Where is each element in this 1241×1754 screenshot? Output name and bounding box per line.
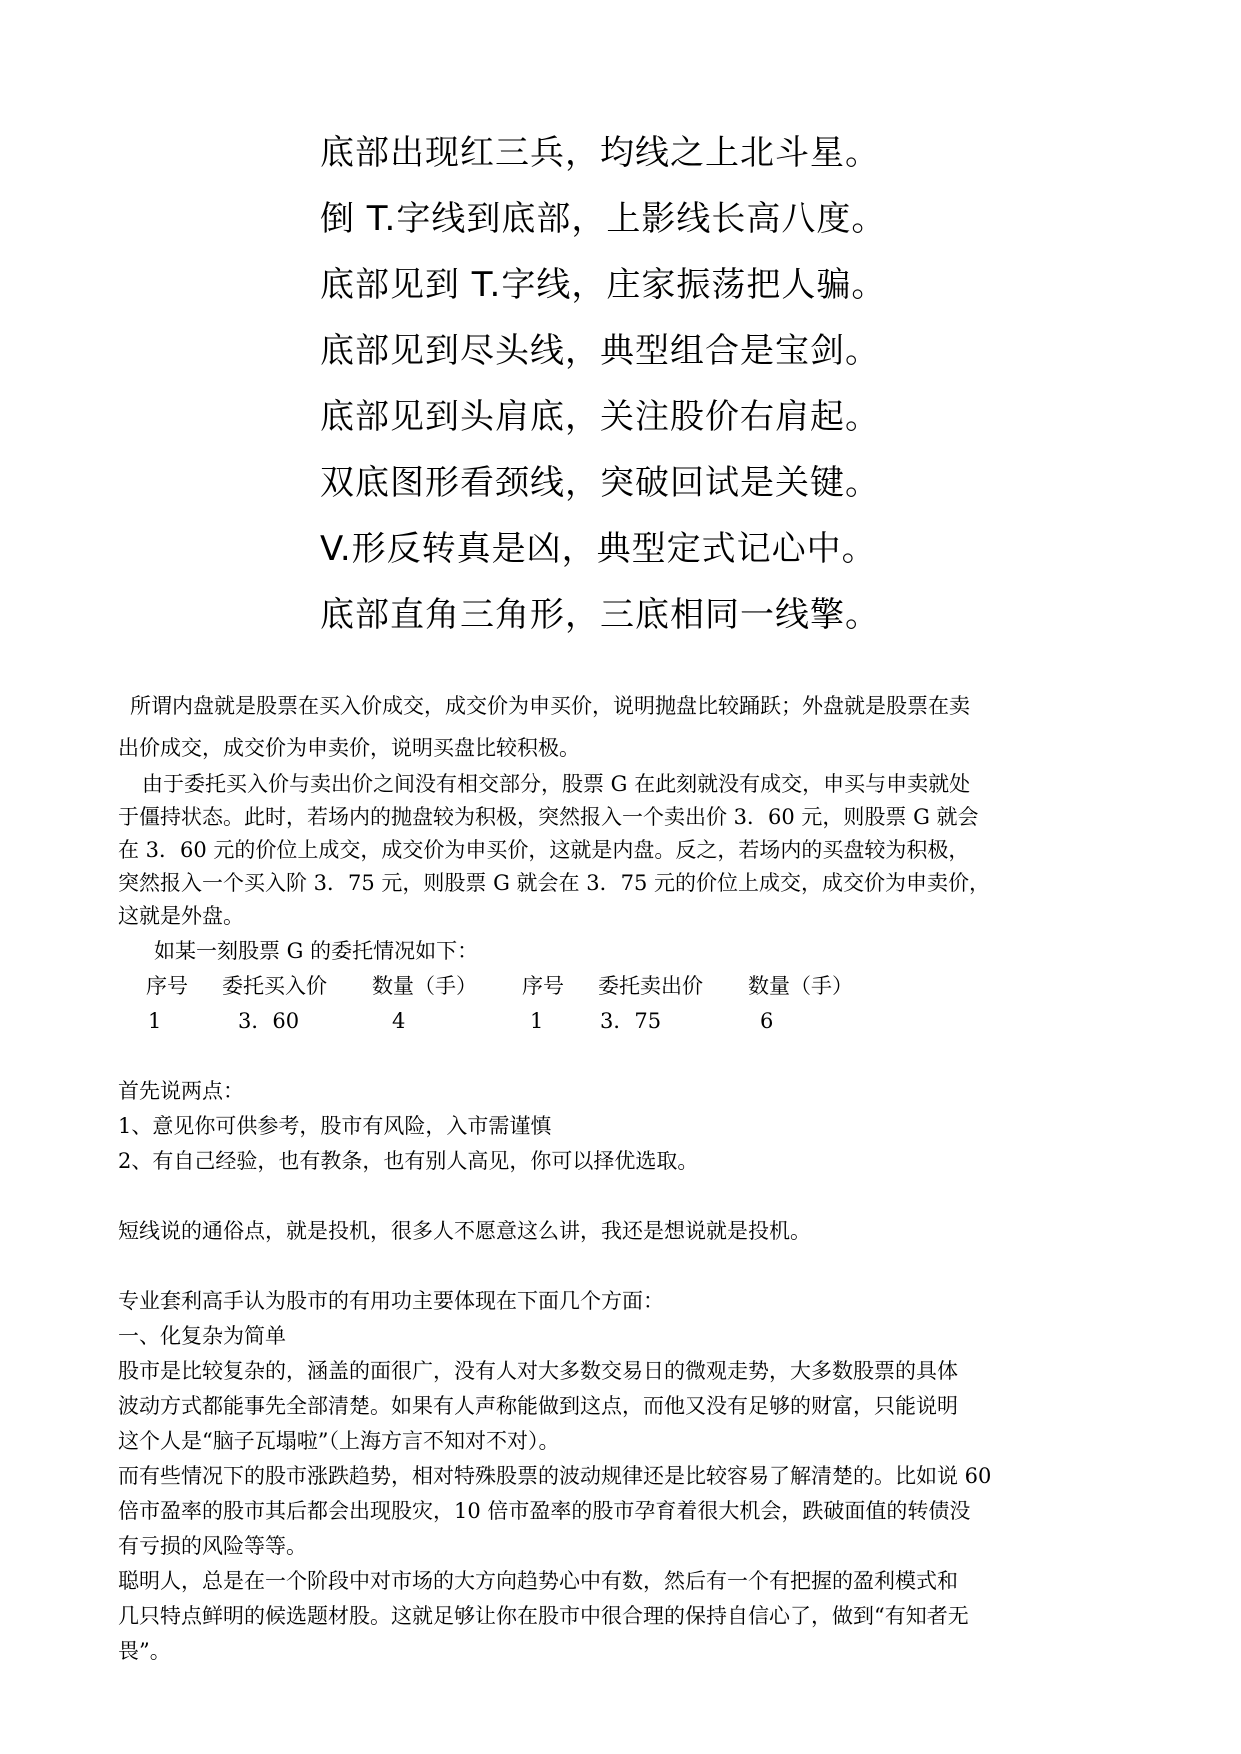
- table-row: [118, 1004, 1118, 1039]
- text-line: 这个人是“脑子瓦塌啦”（上海方言不知对不对）。: [118, 1429, 560, 1453]
- table-header-cell: 序号: [146, 974, 188, 998]
- text-line: 畏”。: [118, 1639, 171, 1663]
- section-heading: 专业套利高手认为股市的有用功主要体现在下面几个方面：: [118, 1289, 664, 1313]
- text-line: 由于委托买入价与卖出价之间没有相交部分，股票 G 在此刻就没有成交，申买与申卖就处: [142, 772, 971, 796]
- text-line: 倍市盈率的股市其后都会出现股灾，10 倍市盈率的股市孕育着很大机会，跌破面值的转债没: [118, 1499, 971, 1523]
- spacer: [118, 1249, 1118, 1284]
- table-header-cell: 数量（手）: [372, 974, 477, 998]
- text-line: 突然报入一个买入阶 3．75 元，则股票 G 就会在 3．75 元的价位上成交，成交价为申卖价，: [118, 871, 990, 895]
- intro-section: [118, 1074, 1118, 1179]
- text-line: 有亏损的风险等等。: [118, 1534, 307, 1558]
- poem-line: V.形反转真是凶，典型定式记心中。: [320, 529, 877, 569]
- table-header-cell: 委托买入价: [222, 974, 327, 998]
- table-header-cell: 数量（手）: [748, 974, 853, 998]
- paragraph-inner-outer: [118, 684, 1118, 768]
- table-cell: 1: [530, 1009, 544, 1033]
- spacer: [118, 1039, 1118, 1074]
- list-item: 2、有自己经验，也有教条，也有别人高见，你可以择优选取。: [118, 1149, 699, 1173]
- order-table: [118, 969, 1118, 1039]
- subheading: 一、化复杂为简单: [118, 1324, 286, 1348]
- document-body: [118, 684, 1118, 1669]
- text-line: 而有些情况下的股市涨跌趋势，相对特殊股票的波动规律还是比较容易了解清楚的。比如说 60: [118, 1464, 992, 1488]
- text-line: 聪明人，总是在一个阶段中对市场的大方向趋势心中有数，然后有一个有把握的盈利模式和: [118, 1569, 958, 1593]
- text-line: 于僵持状态。此时，若场内的抛盘较为积极，突然报入一个卖出价 3．60 元，则股票 G 就会: [118, 805, 979, 829]
- paragraph-example: [118, 768, 1118, 933]
- table-cell: 4: [392, 1009, 406, 1033]
- text-line: 这就是外盘。: [118, 904, 244, 928]
- short-line-paragraph: 短线说的通俗点，就是投机，很多人不愿意这么讲，我还是想说就是投机。: [118, 1219, 811, 1243]
- table-cell: 1: [148, 1009, 162, 1033]
- text-line: 股市是比较复杂的，涵盖的面很广，没有人对大多数交易日的微观走势，大多数股票的具体: [118, 1359, 958, 1383]
- poem-line: 底部出现红三兵，均线之上北斗星。: [320, 133, 880, 173]
- poem-line: 底部见到头肩底，关注股价右肩起。: [320, 397, 880, 437]
- text-line: 所谓内盘就是股票在买入价成交，成交价为申买价，说明抛盘比较踊跃；外盘就是股票在卖: [130, 694, 970, 718]
- table-cell: 3．75: [600, 1009, 662, 1033]
- section-heading: 首先说两点：: [118, 1079, 244, 1103]
- poem-line: 底部见到尽头线，典型组合是宝剑。: [320, 331, 880, 371]
- poem-line: 双底图形看颈线，突破回试是关键。: [320, 463, 880, 503]
- list-item: 1、意见你可供参考，股市有风险，入市需谨慎: [118, 1114, 552, 1138]
- text-line: 在 3．60 元的价位上成交，成交价为申买价，这就是内盘。反之，若场内的买盘较为积极，: [118, 838, 970, 862]
- poem: [320, 120, 1020, 648]
- poem-line: 底部见到 T.字线，庄家振荡把人骗。: [320, 265, 887, 305]
- poem-line: 倒 T.字线到底部，上影线长高八度。: [320, 199, 887, 239]
- table-header-cell: 序号: [522, 974, 564, 998]
- text-line: 几只特点鲜明的候选题材股。这就足够让你在股市中很合理的保持自信心了，做到“有知者无: [118, 1604, 969, 1628]
- spacer: [118, 1179, 1118, 1214]
- table-intro: 如某一刻股票 G 的委托情况如下：: [154, 939, 479, 963]
- table-header-row: [118, 969, 1118, 1004]
- table-cell: 3．60: [238, 1009, 300, 1033]
- text-line: 出价成交，成交价为申卖价，说明买盘比较积极。: [118, 736, 580, 760]
- poem-line: 底部直角三角形，三底相同一线擎。: [320, 595, 880, 635]
- text-line: 波动方式都能事先全部清楚。如果有人声称能做到这点，而他又没有足够的财富，只能说明: [118, 1394, 958, 1418]
- table-cell: 6: [760, 1009, 774, 1033]
- pro-section: [118, 1284, 1118, 1669]
- table-header-cell: 委托卖出价: [598, 974, 703, 998]
